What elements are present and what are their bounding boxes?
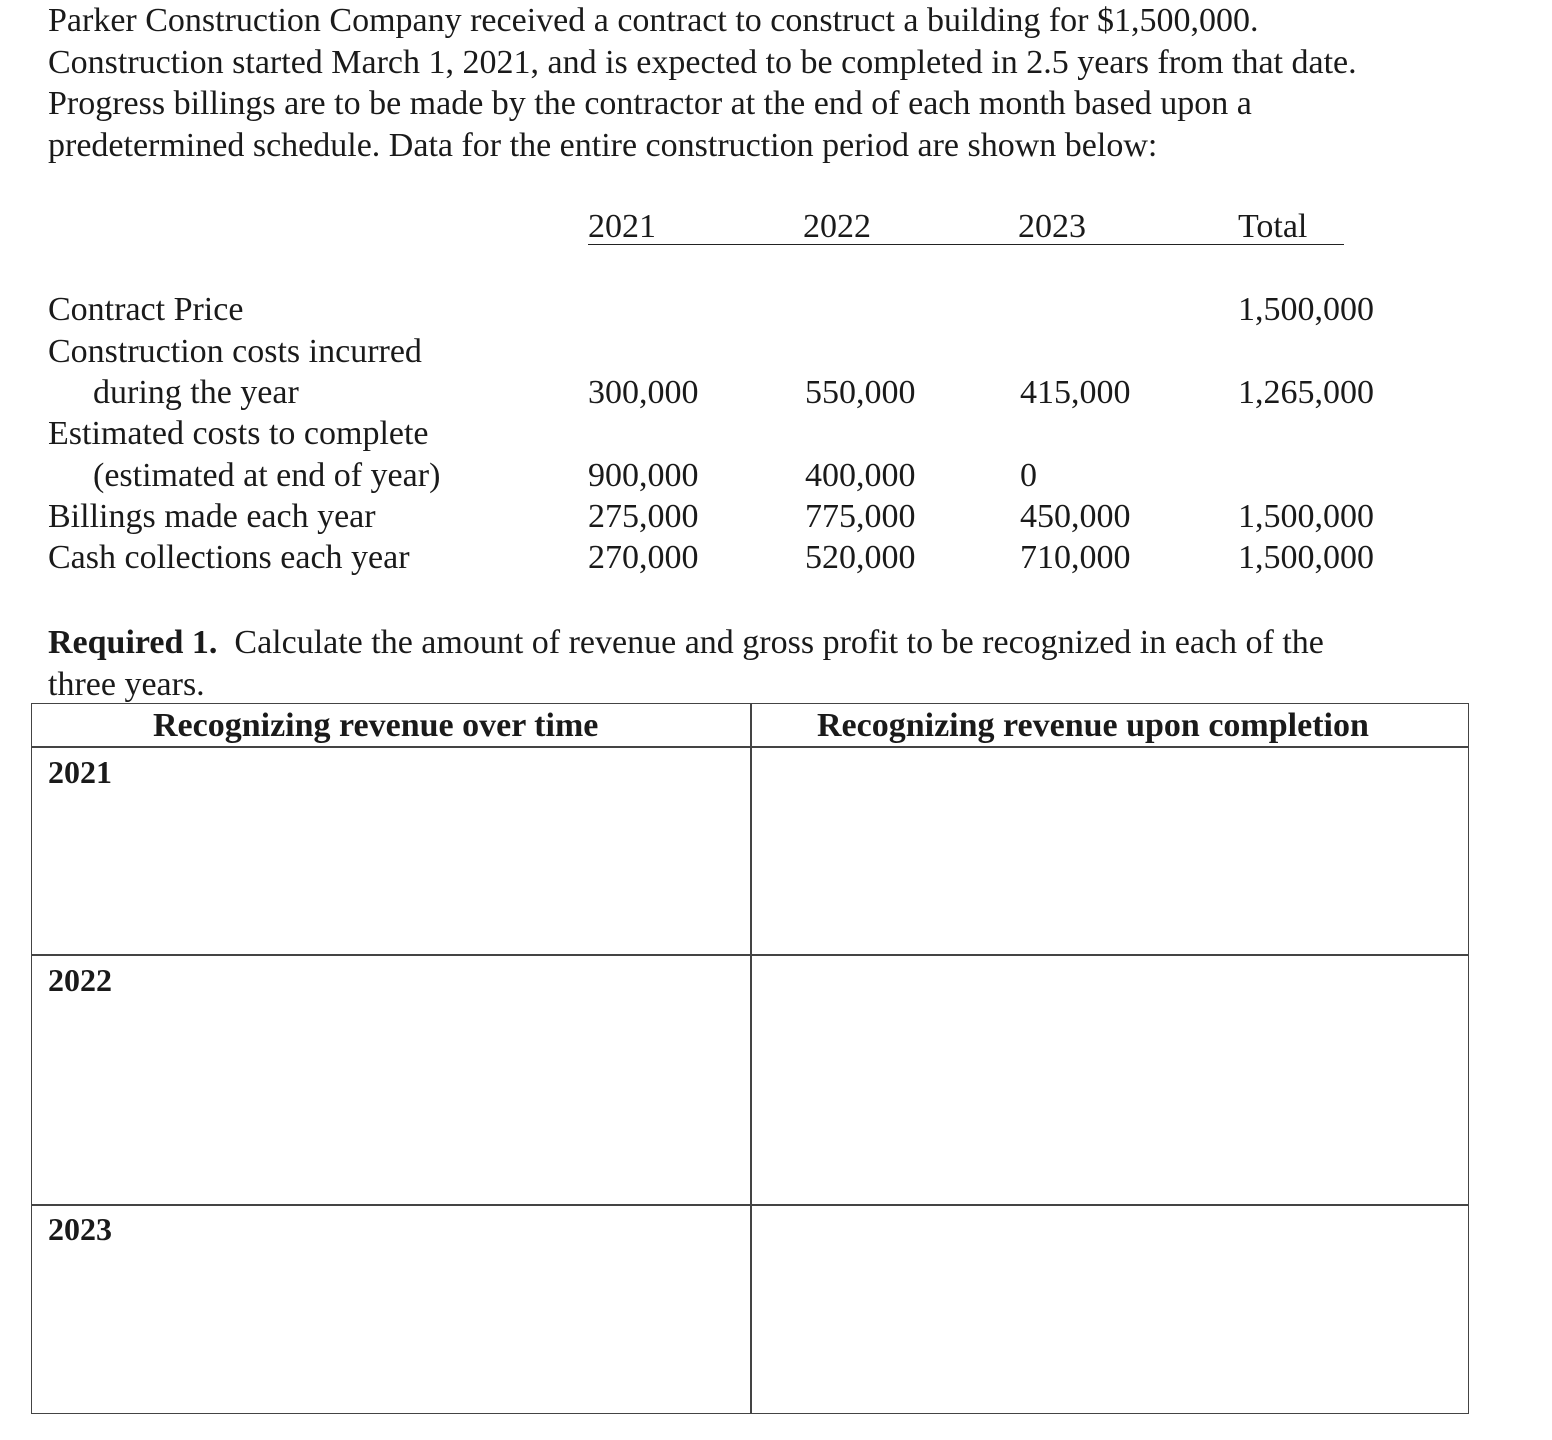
billings-2022: 775,000: [805, 498, 916, 535]
answer-cell-2021-over-time[interactable]: [32, 748, 750, 954]
estimated-costs-2023: 0: [1020, 457, 1037, 494]
row-label-estimated-costs: Estimated costs to complete: [48, 415, 429, 452]
answer-cell-2022-over-time[interactable]: [32, 956, 750, 1204]
header-total: Total: [1238, 206, 1344, 245]
intro-line: Construction started March 1, 2021, and is expected to be completed in 2.5 years from that date.: [48, 43, 1357, 81]
answer-grid: [31, 703, 1469, 1414]
row-year-2023: 2023: [48, 1211, 112, 1247]
cash-collections-2022: 520,000: [805, 539, 916, 576]
row-label-construction-costs: Construction costs incurred: [48, 333, 422, 370]
billings-2021: 275,000: [588, 498, 699, 535]
construction-costs-2022: 550,000: [805, 374, 916, 411]
cash-collections-total: 1,500,000: [1238, 539, 1374, 576]
required-text-line1: Calculate the amount of revenue and gross profit to be recognized in each of the: [234, 624, 1324, 661]
contract-price-total: 1,500,000: [1238, 291, 1374, 328]
row-label-cash-collections: Cash collections each year: [48, 539, 410, 576]
billings-2023: 450,000: [1020, 498, 1131, 535]
row-year-2022: 2022: [48, 962, 112, 998]
header-2021: 2021: [588, 206, 803, 245]
intro-line: Progress billings are to be made by the contractor at the end of each month based upon a: [48, 85, 1252, 122]
construction-costs-2021: 300,000: [588, 374, 699, 411]
required-text-line2: three years.: [48, 666, 205, 703]
header-2023: 2023: [1018, 206, 1238, 245]
answer-cell-2023-over-time[interactable]: [32, 1206, 750, 1412]
construction-data-table: [0, 0, 1552, 600]
answer-cell-2021-upon-completion[interactable]: [752, 748, 1468, 954]
row-label-estimated-costs-cont: (estimated at end of year): [93, 457, 441, 494]
construction-costs-total: 1,265,000: [1238, 374, 1374, 411]
intro-line: predetermined schedule. Data for the entire construction period are shown below:: [48, 126, 1158, 164]
cash-collections-2021: 270,000: [588, 539, 699, 576]
row-label-billings: Billings made each year: [48, 498, 376, 535]
cash-collections-2023: 710,000: [1020, 539, 1131, 576]
intro-line: Parker Construction Company received a contract to construct a building for $1,500,000.: [48, 2, 1259, 39]
estimated-costs-2021: 900,000: [588, 457, 699, 494]
required-prefix: Required 1.: [48, 624, 218, 661]
column-header-upon-completion: Recognizing revenue upon completion: [817, 707, 1369, 744]
construction-costs-2023: 415,000: [1020, 374, 1131, 411]
row-year-2021: 2021: [48, 754, 112, 790]
row-label-construction-costs-cont: during the year: [93, 374, 299, 411]
estimated-costs-2022: 400,000: [805, 457, 916, 494]
billings-total: 1,500,000: [1238, 498, 1374, 535]
header-2022: 2022: [803, 206, 1018, 245]
answer-cell-2023-upon-completion[interactable]: [752, 1206, 1468, 1412]
column-header-over-time: Recognizing revenue over time: [153, 707, 599, 744]
row-label-contract-price: Contract Price: [48, 291, 244, 328]
required-prompt: [48, 622, 1508, 706]
answer-cell-2022-upon-completion[interactable]: [752, 956, 1468, 1204]
